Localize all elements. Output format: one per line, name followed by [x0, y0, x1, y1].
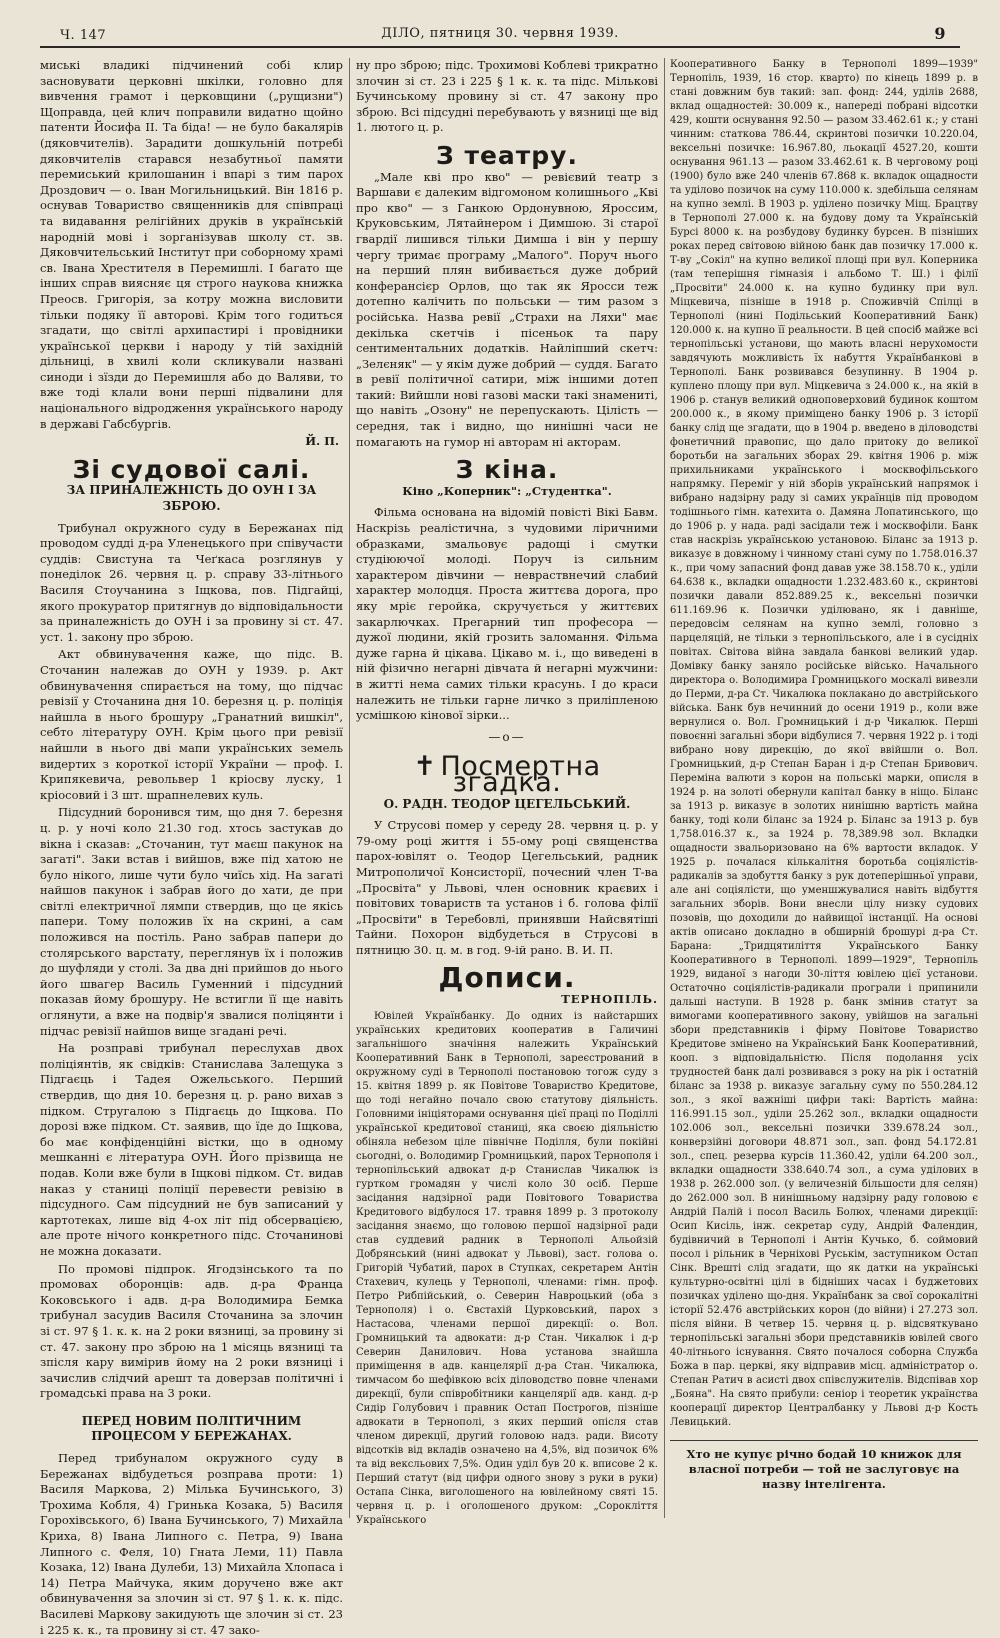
court-case-1-paragraph: Трибунал окружного суду в Бережанах під проводом судді д-ра Уленецького при співучасти суддів: Свистуна та Чеґкаса розглянув у понеділок 26. червня ц. р. справу 33-літнього Василя Стоучанина з Іщкова, пов. Підгайці, якого прокуратор притягнув до відповідальности за приналежність до ОУН і за провину зі ст. 47. уст. 1. закону про зброю. — [40, 520, 343, 644]
court-case-1-title: ЗА ПРИНАЛЕЖНІСТЬ ДО ОУН І ЗА ЗБРОЮ. — [66, 483, 317, 514]
obituary-heading-row — [356, 751, 658, 798]
theatre-review: „Мале кві про кво" — ревієвий театр з Варшави є далеким відгомоном колишнього „Кві про кво" — з Ганкою Ордонувною, Яроссим, Круковським, Лятайнером і Димшою. Зі старої гвардії лишився тільки Димша і він у першу чергу тримає програму „Малого". Поруч нього на перший плян вибивається дуже добрий конферансієр Орлов, що так як Яросси теж дотепно калічить по польськи — тим разом з російська. Назва ревії „Страхи на Ляхи" має декілька скетчів і пісеньок та пару сентиментальних додатків. Найліпший скетч: „Зелєняк" — у якім дуже добрий — суддя. Багато в ревії політичної сатири, між іншими дотеп такий: Вийшли нові газові маски такі знамениті, що навіть „Озону" не перепускають. Цілість — середня, так і видно, що нинішні часи не помагають на гумор ні авторам ні акторам. — [356, 169, 658, 449]
theatre-heading: З театру. — [436, 140, 578, 170]
cinema-heading: З кіна. — [455, 455, 559, 485]
court-case-1-paragraph: Акт обвинувачення каже, що підс. В. Сточанин належав до ОУН у 1939. р. Акт обвинувачення спирається на тому, що підчас ревізії у Сточанина дня 10. березня ц. р. поліція найшла в нього брошуру „Гранатний вишкіл", себто літературу ОУН. Крім цього при ревізії найшли в нього дві мапи українських земель видертих з короткої історії України — проф. І. Крипякевича, револьвер 1 кріосву луску, 1 кріосовий і 3 шт. шрапнелевих куль. — [40, 647, 343, 802]
obituary-text: У Струсові помер у середу 28. червня ц. р. у 79-ому році життя і 55-ому році священства парох-ювілят о. Теодор Цегельський, радник Митрополичої Консисторії, почесний член Т-ва „Просвіта" у Львові, член основник краєвих і повітових товариств та установ і б. голова філії „Просвіти" в Теребовлі, принявши Найсвятіші Тайни. Похорон відбудеться в Струсові в пятницю 30. ц. м. в год. 9-ій рано. В. И. П. — [356, 818, 658, 957]
court-case-2-continuation: ну про зброю; підс. Трохимові Коблеві трикратно злочин зі ст. 23 і 225 § 1 к. к. та підс. Мількові Бучинському провину зі ст. 47 закону про зброю. Всі підсудні перебувають у вязниці ще від 1. лютого ц. р. — [356, 58, 658, 135]
obituary-name: О. РАДН. ТЕОДОР ЦЕГЕЛЬСЬКИЙ. — [383, 796, 631, 811]
court-case-1-paragraph: По промові підпрок. Ягодзінського та по промовах оборонців: адв. д-ра Франца Коковського і адв. д-ра Володимира Бемка трибунал засудив Василя Сточанина за злочин зі ст. 97 § 1. к. к. на 2 роки вязниці, за провину зі ст. 47. закону про зброю на 1 місяць вязниці та зпісля кару вимірив йому на 2 роки вязниці і зачислив слідчий арешт та доверзав політичні і громадські права на 3 роки. — [40, 1261, 343, 1401]
court-case-2-title: ПЕРЕД НОВИМ ПОЛІТИЧНИМ ПРОЦЕСОМ У БЕРЕЖАНАХ. — [81, 1413, 302, 1444]
court-case-2-paragraph: Перед трибуналом окружного суду в Бережанах відбудеться розправа проти: 1) Василя Маркова, 2) Мілька Бучинського, 3) Трохима Кобля, 4) Гринька Козака, 5) Василя Горохівського, 6) Івана Бучинського, 7) Михайла Криха, 8) Івана Липного с. Петра, 9) Івана Липного с. Феля, 10) Гната Леми, 11) Павла Козака, 12) Івана Дулеби, 13) Михайла Хлопаса і 14) Петра Майчука, яким доручено вже акт обвинувачення за злочин зі ст. 97 § 1. к. к. підс. Василеві Маркову закидують ще злочин зі ст. 23 і 225 к. к., та провину зі ст. 47 зако- — [40, 1451, 343, 1637]
page-number: 9 — [934, 24, 946, 43]
column-2 — [356, 58, 658, 1526]
cinema-review: Фільма основана на відомій повісті Вікі Бавм. Наскрізь реалістична, з чудовими ліричними образками, змальовує радощі і смутки студіюючої молоді. Поруч із сильним характером дівчини — невраствнечий слабий характер молодця. Проста життєва дорога, про яку мріє геройка, скручується у життєвих закарлючках. Прегарний тип професора — дужої людини, якій грозить заломання. Фільма дуже гарна й цікава. Цікаво м. і., що виведені в ній фізично негарні дівчата й негарні мужчини: в житті нема самих тільки красунь. І до краси належить не тільки гарне личко з приліпленою усмішкою кінової зірки... — [356, 505, 658, 723]
court-section-heading: Зі судової салі. — [72, 454, 311, 484]
masthead — [40, 22, 960, 48]
column-1 — [40, 58, 343, 1637]
cross-icon: ✝ — [413, 751, 437, 783]
court-case-1-paragraph: Підсудний боронився тим, що дня 7. березня ц. р. у ночі коло 21.30 год. хтось застукав до вікна і сказав: „Сточанин, тут маєш пакунок на загаті". Заки встав і вийшов, вже під хатою не було нікого, лише чути було чиїсь хід. На загаті найшов пакунок і забрав його до хати, де при світлі електричної лямпи ствердив, що це якісь папери. Тому положив їх на скрині, а сам положився на постіль. Рано забрав папери до столярського варстату, переглянув їх і положив до шуфляди у столі. За два дні прийшов до нього його швагер Василь Гуменний і підсудний показав йому брошуру. Не встигли її ще навіть оглянути, а вже на подвір'я звалися поліцянти і підчас ревізії найшов вище згадані речі. — [40, 805, 343, 1038]
section-separator: —o— — [488, 729, 526, 744]
dopysy-article-text: Ювілей Українбанку. До одних із найстарших українських кредитових кооператив в Галичині загальнішого значіння належить Український Кооперативний Банк в Тернополі, зареєстрований в окружному суді в Тернополі постановою тогож суду з 15. квітня 1899 р. як Повітове Товариство Кредитове, що тоді негайно почало свою статутову діяльність. Головними ініціяторами оснування цієї праці по Поділлі української кредитової станиці, яка своєю діяльністю обіняла небезом ціле північне Поділля, були покійні сьогодні, о. Володимир Громницький, парох Тернополя і тернопільський адвокат д-р Станислав Чикалюк із гуртком громадян у числі коло 30 осіб. Перше засідання надзірної ради Повітового Товариства Кредитового відбулося 17. травня 1899 р. З протоколу засідання знаємо, що головою першої надзірної ради став суддевий радник в Тернополі Альойзій Добрянський (нині адвокат у Львові), заст. голова о. Григорій Чубатий, парох в Ступках, секретарем Антін Стахевич, кулець у Тернополі, членами: гімн. проф. Петро Рибпійський, о. Северин Навроцький (оба з Тернополя) і о. Євстахій Цурковський, парох з Настасова, членами першої дирекції: о. Вол. Громницький та адвокати: д-р Стан. Чикалюк і д-р Северин Данилович. Нова установа знайшла приміщення в адв. канцелярії д-ра Стан. Чикалюка, тимчасом бо шефівкою всіх діловодство повне членами дирекції, були співробітники канцелярії адв. канд. д-р Сидір Голубович і правник Остап Построгов, пізніше адвокати в Тернополі, з яких перший опісля став членом дирекції, другий головою надз. ради. Висоту відсотків від вкладів означено на 4,5%, від позичок 6% та від вексльових 7,5%. Один уділ був 20 к. вписове 2 к. Перший статут (від цифри одного знову з руки в руки) Остапа Сінка, виголошеного на ювілейному святі 15. червня ц. р. і оголошеного друком: „Сорокліття Українського — [356, 1010, 658, 1526]
ukrainbank-article-text: Кооперативного Банку в Тернополі 1899—1939" Тернопіль, 1939, 16 стор. кварто) по кінець 1899 р. в стані довжним був такий: зап. фонд: 244, уділів 2688, вклад ощадностей: 30.009 к., напереді побрані відсотки 429, кошти оснування 92.50 — разом 33.462.61 к.; у стані чинним: статкова 786.44, скринтові позички 10.220.04, вексельні позичке: 16.967.80, льокації 4527.20, кошти оснування 961.13 — разом 33.462.61 к. В черговому році (1900) було вже 240 членів 67.868 к. вкладок ощадности та уділово позичок на суму 110.000 к. здебільша селянам на купно землі. В 1903 р. уділено позичку Міщ. Брацтву в Тернополі 27.000 к. на будову дому та Українській Бурсі 8000 к. на розбудову будинку бурсен. В пізніших роках перед світовою війною банк дав позичку 17.000 к. Т-ву „Сокіл" на купно великої площі при вул. Коперника (там теперішня гімназія і альбомо Т. Ш.) і філії „Просвіти" 24.000 к. на купно будинку при вул. Міцкевича, пізніше в 1918 р. Споживчій Спілці в Тернополі (нині Подільський Кооперативний Банк) 120.000 к. на купно її реальности. В цей спосіб майже всі тернопільські установи, що мають власні нерухомости завдячують можливість їх набуття Українбанкові в Тернополі. Банк розвивався безупинну. В 1904 р. куплено площу при вул. Міцкевича з 24.000 к., на якій в 1906 р. станув великий одноповерховий будинок коштом 200.000 к., в якому приміщено банку 1906 р. З історії банку слід ще згадати, що в 1904 р. введено в діловодстві фонетичний правопис, що дало притоку до великої боротьби на загальних зборах 29. квітня 1906 р. між прихильниками українського і москвофільського напрямку. Переміг у ній зборів український напрямок і вибрано надзірну раду зі самих українців під проводом тодішнього гімн. катехита о. Дамяна Лопатинського, що до 1906 р. у нада. раді засідали теж і москвофіли. Банк став наскрізь українською установою. Біланс за 1913 р. виказує в довжному і чинному стані суму по 1.758.016.37 к., при чому запасний фонд давав уже 38.158.70 к., уділи 64.638 к., вкладки ощадности 1.232.483.60 к., скринтові позички давали 852.889.25 к., вексельні позички 611.169.96 к. Позички уділювано, як і давніше, передовсім селянам на купно землі, головно з парцеляцій, не тільки з тернопільського, але і в сусідніх повітах. Світова війна завдала банкові великий удар. Домівку банку заняло російське військо. Начального директора о. Володимира Громницького москалі вивезли до Перми, д-ра Ст. Чикалюка поклакано до австрійського війська. Банк був нечинний до осени 1919 р., коли вже вернулися о. Вол. Громницький і д-р Чикалюк. Перші повоєнні загальні збори відбулися 7. червня 1922 р. і тоді вибрано нову дирекцію, до якої ввійшли о. Вол. Громницький, д-р Степан Баран і д-р Степан Бривович. Переміна валюти з корон на польські марки, описля в 1924 р. на золоті обернули капітал банку в ніщо. Біланс за 1913 р. виказує в золотих нинішню вартість майна банку, тоді коли біланс за 1924 р. Біланс за 1913 р. був 1,758.016.37 к., за 1924 р. 78,389.98 зол. Вкладки ощадности звальоризовано на 6% вартости вкладок. У 1925 р. почалася кількалітня боротьба соціялістів-радикалів за здобуття банку з рук дотеперішньої управи, але ані соціялісти, що уменшжувалися навіть відбуття загальних зборів. Вони внесли цілу низку судових позовів, що доходили до найвищої інстанції. На основі актів описано докладно в обширній брошурі д-ра Ст. Барана: „Тридцятиліття Українського Банку Кооперативного в Тернополі. 1899—1929", Тернопіль 1929, виданої з нагоди 30-ліття ювілею цієї установи. Остаточно соціялістів-радикали програли і припинили дальші наступи. В 1928 р. банк змінив статут за вимогами кооперативного закону, увійшов на загальні збори представників і фірму Повітове Товариство Кредитове змінено на Український Банк Кооперативний, кооп. з відповідальністю. Після подолання усіх трудностей банк далі розвивався з року на рік і остатній біланс за 1938 р. виказує загальну суму по 550.284.12 зол., з якої важніші цифри такі: Вартість майна: 116.991.15 зол., уділи 25.262 зол., вкладки ощадности 102.006 зол., вексельні позички 339.678.24 зол., конверзійні договори 48.871 зол., зап. фонд 54.172.81 зол., спец. резерва курсів 11.360.42, уділи 64.200 зол., вкладки ощадности 338.640.74 зол., а сума уділових в 1938 р. 262.000 зол. (у величезній більшости для селян) до 262.000 зол. В нинішньому надзірну раду головою є Андрій Палій і посол Василь Болюх, членами дирекції: Осип Кисіль, інж. секретар суду, Андрій Фалендин, будівничий в Тернополі і Антін Кучько, б. соймовий посол і рільник в Черніхові Руськім, заступником Остап Сінк. Врешті слід згадати, що як датки на українські культурно-освітні цілі в бідніших часах і буджетових позичках уділено що-дня. Українбанк за свої сорокалітні історії 52.476 австрійських корон (до війни) і 27.273 зол. після війни. В четвер 15. червня ц. р. відсвяткувано тернопільські загальні збори представників ювілей свого 40-літнього існування. Свято почалося соборна Служба Божа в пар. церкві, яку відправив місц. адміністратор о. Степан Ратич в асисті двох співслужителів. Відспівав хор „Бояна". На свято прибули: сеніор і теоретик українства кооперації директор Централбанку у Львові д-р Кость Левицький. — [670, 59, 978, 1428]
issue-number: Ч. 147 — [60, 28, 107, 43]
court-case-1-paragraph: На розправі трибунал переслухав двох поліціянтів, як свідків: Станислава Залещука з Підгаєць і Тадея Ожельського. Перший ствердив, що дня 10. березня ц. р. рано вихав з підком. Стругалою з Підгаєць до Іщкова. По дорозі вже підком. Ст. заявив, що їде до Іщкова, бо має конфіденційні вістки, що в одному мешканні є література ОУН. Його прізвища не подав. Коли вже були в Іщкові підком. Ст. видав наказ у станиці поліції перевести ревізію в підсудного. Сам підсудний не був записаний у картотеках, лише від 4-ох літ під обсервацією, але проте нічого конкретного підс. Сточанинові не можна доказати. — [40, 1041, 343, 1258]
cinema-subtitle: Кіно „Коперник": „Студентка". — [402, 483, 612, 498]
column-divider — [664, 58, 665, 1518]
dopysy-heading: Дописи. — [438, 961, 576, 995]
obituary-heading: Посмертна згадка. — [440, 751, 601, 798]
column-divider — [349, 58, 350, 1518]
closing-slogan: Хто не купує річно бодай 10 книжок для власної потреби — той не заслуговує на назву інтелігента. — [670, 1440, 978, 1492]
column-3 — [670, 58, 978, 1518]
dateline-city: ТЕРНОПІЛЬ. — [561, 992, 658, 1007]
newspaper-title-date: ДІЛО, пятниця 30. червня 1939. — [381, 26, 619, 41]
intro-article-text: миські владикі підчинений собі клир засновувати церковні шкілки, головно для вивчення грамот і церковщини („рущизни") Щоправда, цей клич поправили видатно щойно патенти Йосифа II. Та біда! — не було бакалярів (дяковчителів). Зарадити дошкульній потребі дяковчителів старався незабутньої памяти перемиський крилошанин і впарі з тим парох Дроздович — о. Іван Могильницький. Він 1816 р. оснував Товариство священників для співпраці та видавання релігійних друків в українській народній мові і зорганізував школу ст. зв. Дяковчительський Інститут при соборному храмі св. Івана Хрестителя в Перемишлі. І багато ще інших справ виясняє ця строго наукова книжка Преосв. Григорія, за котру можна висловити тільки подяку її авторові. Крім того годиться згадати, що світлі архипастирі і провідники української церкви і народу у тій західній дільниці, в хвилі коли скликували названі синоди і зїзди до Перемишля або до Валяви, то вже тоді клали вони перші підвалини для національного відродження українського народу в державі Габсбургів. — [40, 58, 343, 431]
intro-article-signature: Й. П. — [305, 434, 339, 449]
